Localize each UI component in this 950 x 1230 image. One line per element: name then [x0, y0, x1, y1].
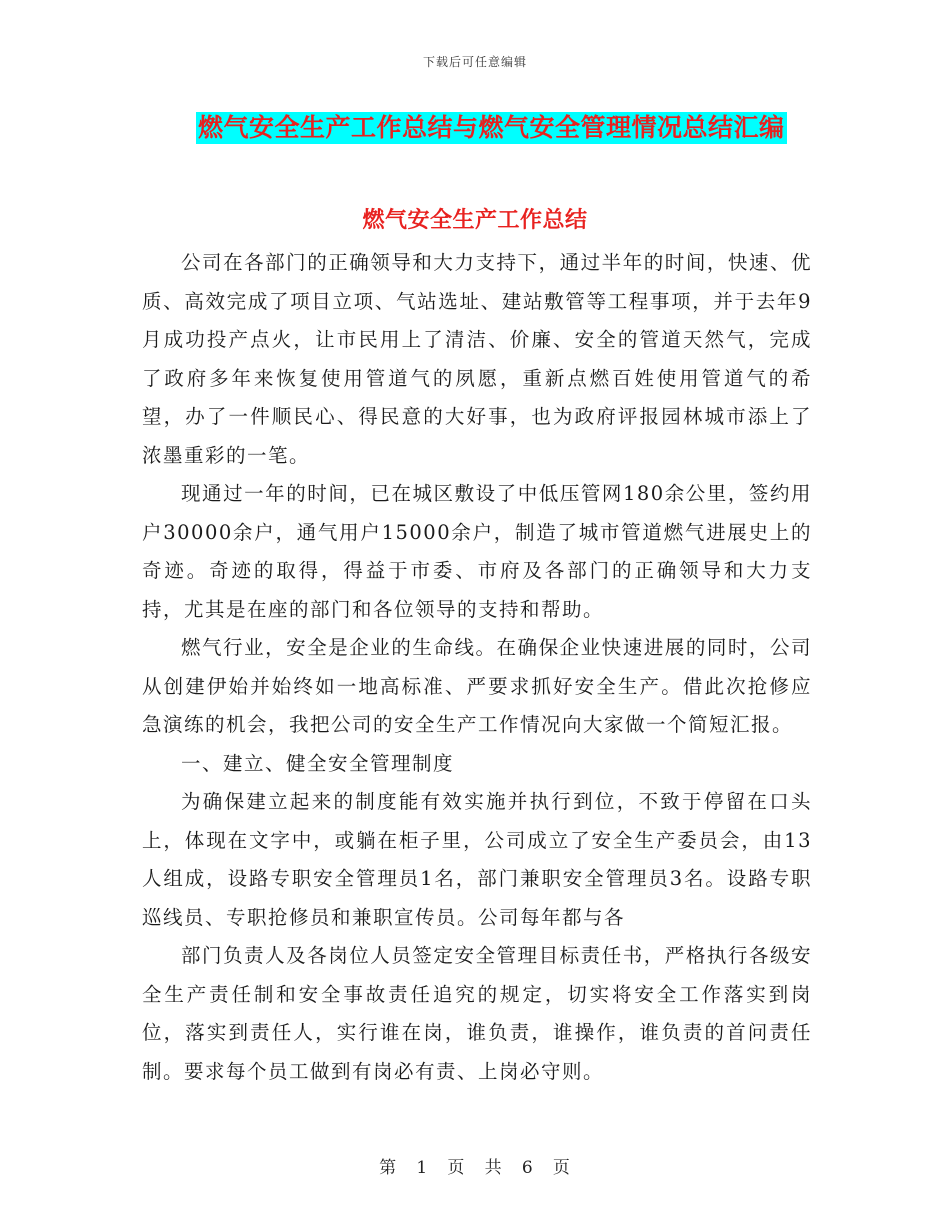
document-body	[142, 244, 812, 1091]
page-label-prefix: 第	[379, 1158, 398, 1178]
section-heading: 一、建立、健全安全管理制度	[181, 751, 455, 775]
document-main-title: 燃气安全生产工作总结与燃气安全管理情况总结汇编	[198, 113, 785, 142]
page-total-number: 6	[521, 1158, 534, 1178]
paragraph: 为确保建立起来的制度能有效实施并执行到位，不致于停留在口头上，体现在文字中，或躺在柜子里，公司成立了安全生产委员会，由13人组成，设路专职安全管理员1名，部门兼职安全管理员3名。设路专职巡线员、专职抢修员和兼职宣传员。公司每年都与各	[142, 790, 812, 929]
paragraph: 公司在各部门的正确领导和大力支持下，通过半年的时间，快速、优质、高效完成了项目立项、气站选址、建站敷管等工程事项，并于去年9月成功投产点火，让市民用上了清洁、价廉、安全的管道天然气，完成了政府多年来恢复使用管道气的夙愿，重新点燃百姓使用管道气的希望，办了一件顺民心、得民意的大好事，也为政府评报园林城市添上了浓墨重彩的一笔。	[142, 251, 812, 467]
page-label-mid: 页	[447, 1158, 466, 1178]
page-label-suffix: 页	[552, 1158, 571, 1178]
page-total-prefix: 共	[484, 1158, 503, 1178]
paragraph: 部门负责人及各岗位人员签定安全管理目标责任书，严格执行各级安全生产责任制和安全事故责任追究的规定，切实将安全工作落实到岗位，落实到责任人，实行谁在岗，谁负责，谁操作，谁负责的首问责任制。要求每个员工做到有岗必有责、上岗必守则。	[142, 944, 812, 1083]
header-note: 下载后可任意编辑	[422, 55, 527, 69]
page-footer	[0, 1153, 950, 1178]
paragraph: 燃气行业，安全是企业的生命线。在确保企业快速进展的同时，公司从创建伊始并始终如一地高标准、严要求抓好安全生产。借此次抢修应急演练的机会，我把公司的安全生产工作情况向大家做一个简短汇报。	[142, 636, 812, 736]
paragraph: 现通过一年的时间，已在城区敷设了中低压管网180余公里，签约用户30000余户，通气用户15000余户，制造了城市管道燃气进展史上的奇迹。奇迹的取得，得益于市委、市府及各部门的正确领导和大力支持，尤其是在座的部门和各位领导的支持和帮助。	[142, 482, 812, 621]
section-title: 燃气安全生产工作总结	[362, 207, 588, 233]
page-current-number: 1	[416, 1158, 429, 1178]
